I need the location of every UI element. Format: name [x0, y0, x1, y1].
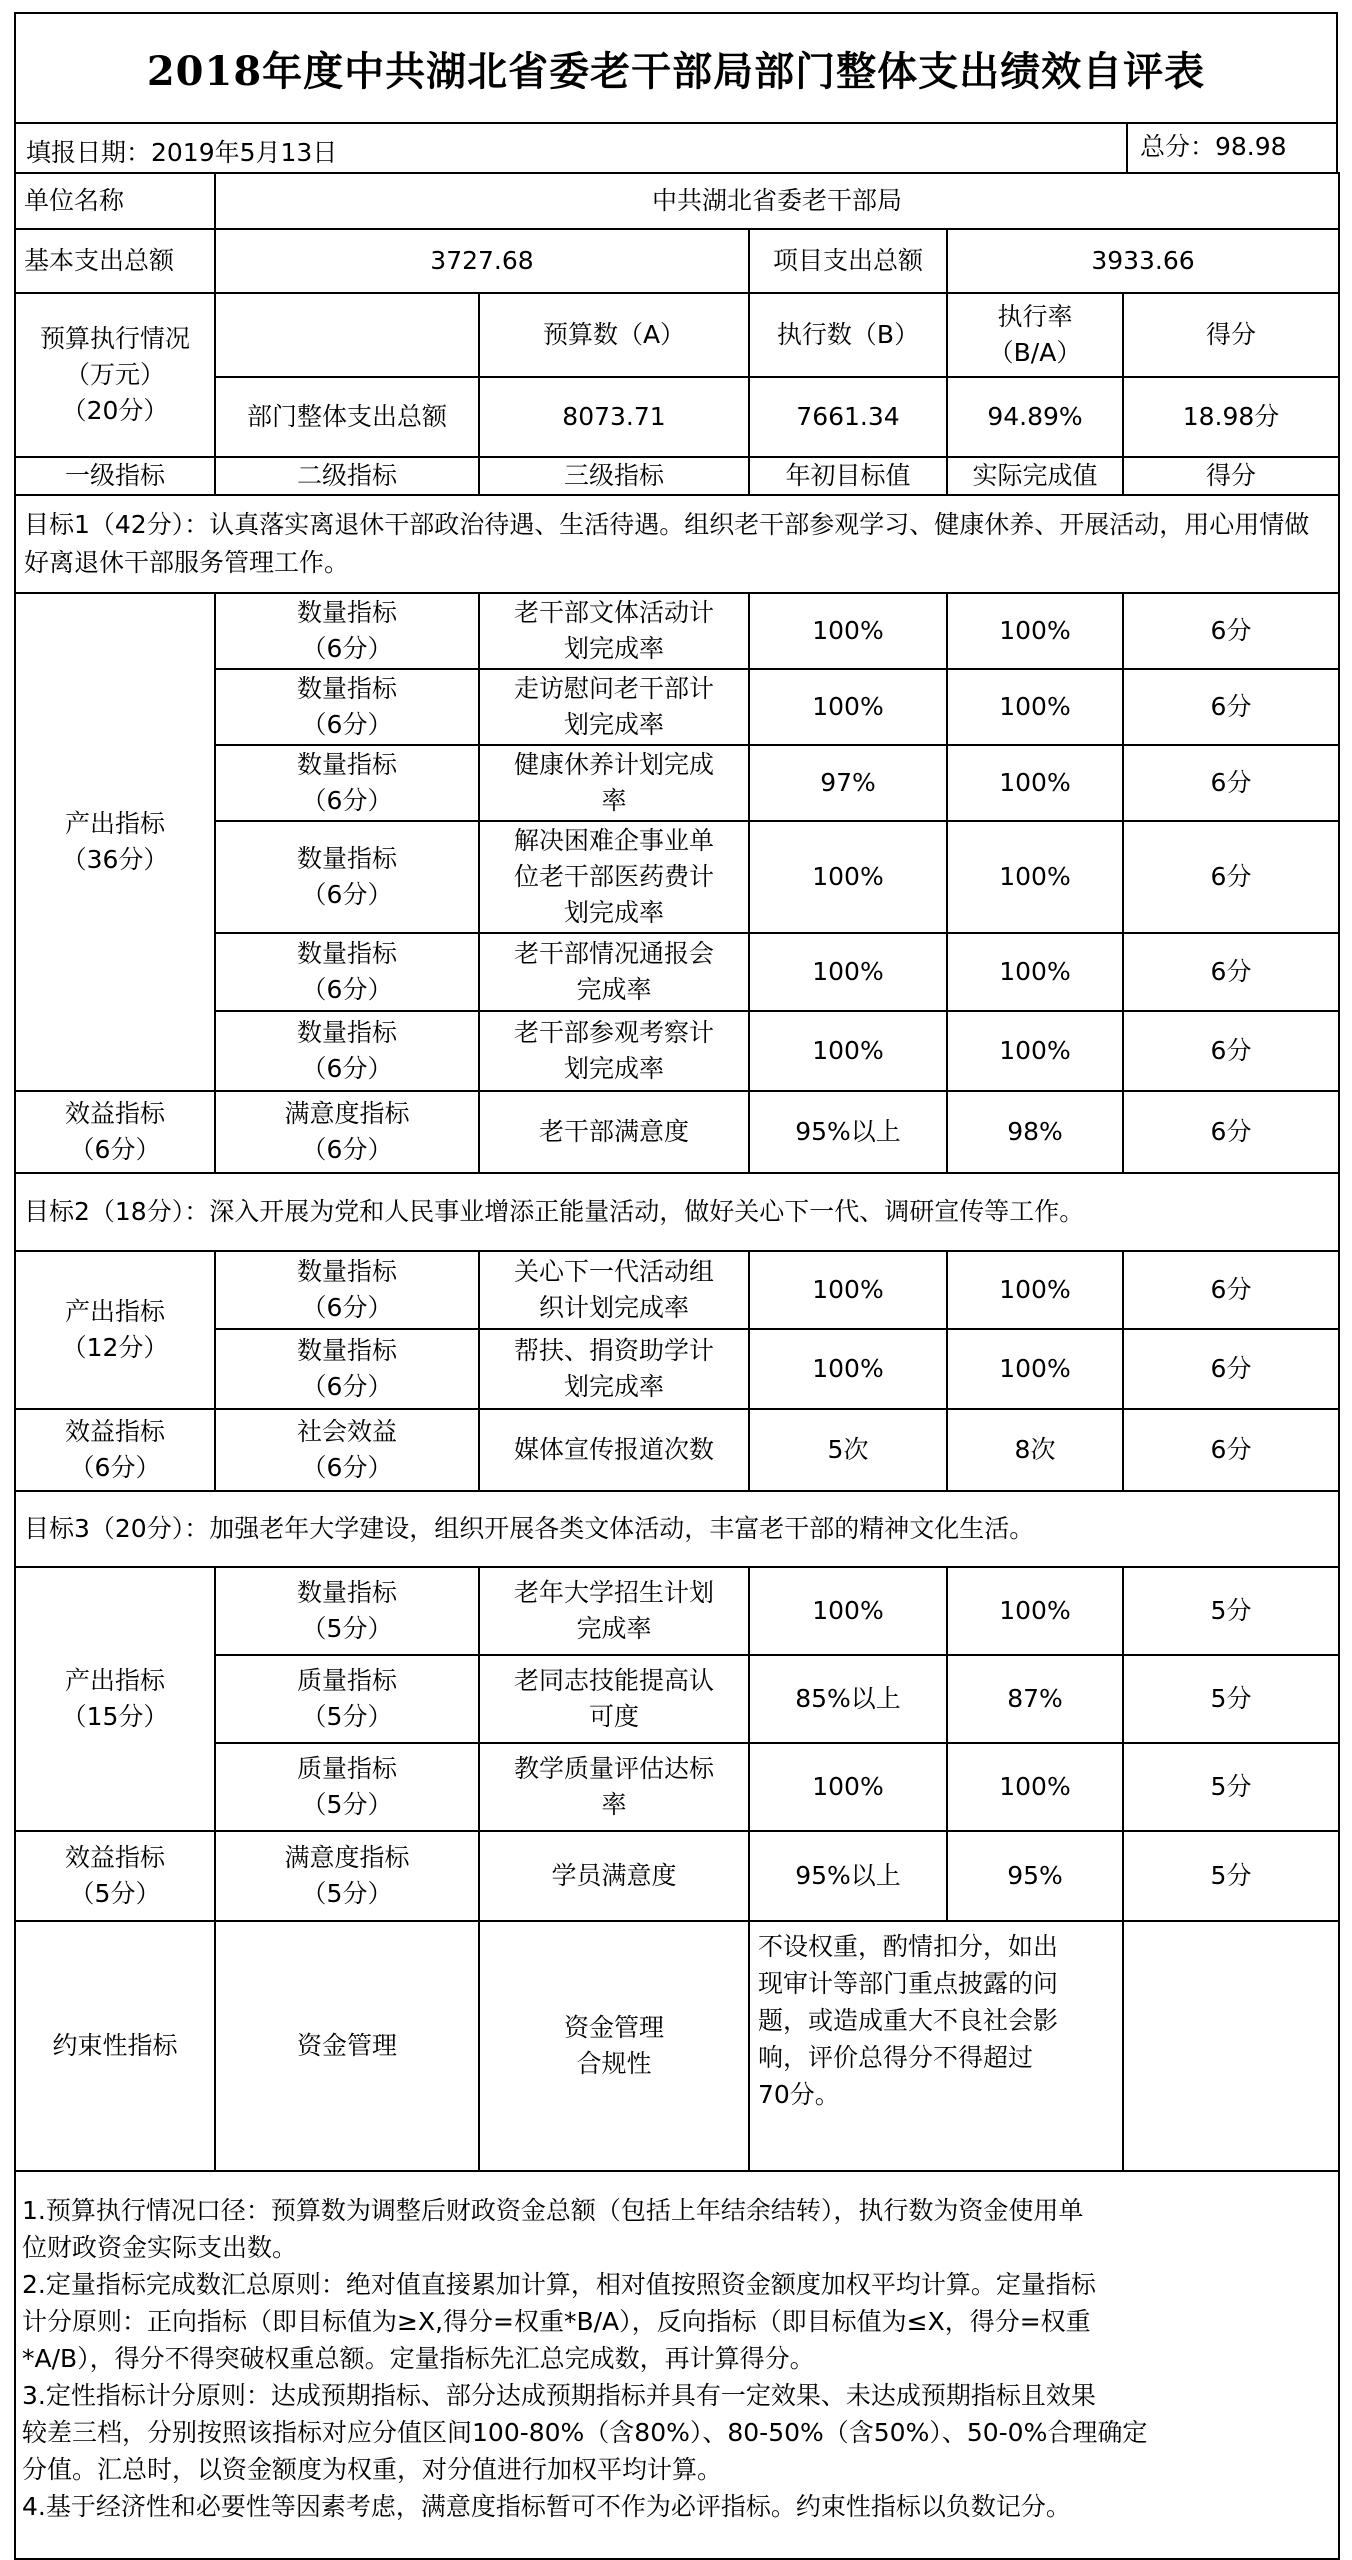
- target-cell: 85%以上: [749, 1655, 947, 1743]
- notes-row: [15, 2171, 1339, 2559]
- target-cell: 100%: [749, 1251, 947, 1329]
- budget-header-a: 预算数（A）: [479, 293, 749, 377]
- project-label: 项目支出总额: [749, 229, 947, 293]
- level3-cell: 关心下一代活动组 织计划完成率: [479, 1251, 749, 1329]
- col-header: 一级指标: [15, 457, 215, 495]
- level3-cell: 解决困难企事业单 位老干部医药费计 划完成率: [479, 821, 749, 933]
- table-row: [15, 1831, 1339, 1921]
- evaluation-table: [14, 172, 1340, 2560]
- table-row: [15, 593, 1339, 669]
- level1-output: 产出指标 （36分）: [15, 593, 215, 1091]
- goal-row: [15, 1491, 1339, 1567]
- notes: [15, 2171, 1339, 2559]
- level3-cell: 老干部文体活动计 划完成率: [479, 593, 749, 669]
- budget-row-label: 部门整体支出总额: [215, 377, 479, 457]
- target-cell: 95%以上: [749, 1091, 947, 1173]
- budget-header-b: 执行数（B）: [749, 293, 947, 377]
- note-line: 位财政资金实际支出数。: [22, 2233, 298, 2262]
- level3-cell: 老干部满意度: [479, 1091, 749, 1173]
- constraint-score: [1123, 1921, 1339, 2171]
- budget-header-rate: 执行率 （B/A）: [947, 293, 1123, 377]
- table-row: [15, 1251, 1339, 1329]
- level3-cell: 帮扶、捐资助学计 划完成率: [479, 1329, 749, 1409]
- target-cell: 100%: [749, 593, 947, 669]
- constraint-level1: 约束性指标: [15, 1921, 215, 2171]
- level2-cell: 社会效益 （6分）: [215, 1409, 479, 1491]
- total-score: 总分：98.98: [1126, 124, 1340, 172]
- goal-row: [15, 495, 1339, 593]
- col-header: 得分: [1123, 457, 1339, 495]
- goal-2: 目标2（18分）：深入开展为党和人民事业增添正能量活动，做好关心下一代、调研宣传等工作。: [15, 1173, 1339, 1251]
- page-title: 2018年度中共湖北省委老干部局部门整体支出绩效自评表: [14, 12, 1338, 122]
- col-header: 三级指标: [479, 457, 749, 495]
- actual-cell: 100%: [947, 821, 1123, 933]
- level2-cell: 质量指标 （5分）: [215, 1743, 479, 1831]
- score-cell: 6分: [1123, 745, 1339, 821]
- score-cell: 5分: [1123, 1655, 1339, 1743]
- unit-value: 中共湖北省委老干部局: [215, 173, 1339, 229]
- score-cell: 6分: [1123, 1011, 1339, 1091]
- budget-empty: [215, 293, 479, 377]
- level2-cell: 数量指标 （6分）: [215, 1011, 479, 1091]
- actual-cell: 100%: [947, 745, 1123, 821]
- level3-cell: 教学质量评估达标 率: [479, 1743, 749, 1831]
- score-cell: 6分: [1123, 1251, 1339, 1329]
- actual-cell: 95%: [947, 1831, 1123, 1921]
- level2-cell: 数量指标 （5分）: [215, 1567, 479, 1655]
- actual-cell: 100%: [947, 1251, 1123, 1329]
- actual-cell: 100%: [947, 1329, 1123, 1409]
- column-header-row: [15, 457, 1339, 495]
- actual-cell: 100%: [947, 669, 1123, 745]
- target-cell: 97%: [749, 745, 947, 821]
- level3-cell: 老干部情况通报会 完成率: [479, 933, 749, 1011]
- level3-cell: 走访慰问老干部计 划完成率: [479, 669, 749, 745]
- table-row: [15, 1409, 1339, 1491]
- project-value: 3933.66: [947, 229, 1339, 293]
- constraint-level2: 资金管理: [215, 1921, 479, 2171]
- level2-cell: 数量指标 （6分）: [215, 821, 479, 933]
- note-line: 计分原则：正向指标（即目标值为≥X,得分=权重*B/A），反向指标（即目标值为≤X，得分=权重: [22, 2307, 1091, 2336]
- actual-cell: 100%: [947, 1743, 1123, 1831]
- target-cell: 100%: [749, 933, 947, 1011]
- budget-b: 7661.34: [749, 377, 947, 457]
- score-cell: 6分: [1123, 593, 1339, 669]
- actual-cell: 8次: [947, 1409, 1123, 1491]
- level3-cell: 学员满意度: [479, 1831, 749, 1921]
- note-line: 1.预算执行情况口径：预算数为调整后财政资金总额（包括上年结余结转），执行数为资金使用单: [22, 2196, 1084, 2225]
- budget-rate: 94.89%: [947, 377, 1123, 457]
- level2-cell: 数量指标 （6分）: [215, 745, 479, 821]
- score-cell: 6分: [1123, 821, 1339, 933]
- level2-cell: 满意度指标 （6分）: [215, 1091, 479, 1173]
- target-cell: 100%: [749, 669, 947, 745]
- target-cell: 100%: [749, 1567, 947, 1655]
- budget-score: 18.98分: [1123, 377, 1339, 457]
- constraint-row: [15, 1921, 1339, 2171]
- target-cell: 100%: [749, 1743, 947, 1831]
- budget-header-row: [15, 293, 1339, 377]
- level2-cell: 满意度指标 （5分）: [215, 1831, 479, 1921]
- table-row: [15, 1567, 1339, 1655]
- actual-cell: 100%: [947, 933, 1123, 1011]
- fill-date: 填报日期：2019年5月13日: [26, 138, 338, 167]
- score-cell: 6分: [1123, 669, 1339, 745]
- level2-cell: 质量指标 （5分）: [215, 1655, 479, 1743]
- note-line: 3.定性指标计分原则：达成预期指标、部分达成预期指标并具有一定效果、未达成预期指标且效果: [22, 2381, 1096, 2410]
- note-line: 分值。汇总时，以资金额度为权重，对分值进行加权平均计算。: [22, 2455, 723, 2484]
- score-cell: 5分: [1123, 1567, 1339, 1655]
- level2-cell: 数量指标 （6分）: [215, 593, 479, 669]
- goal-1: 目标1（42分）：认真落实离退休干部政治待遇、生活待遇。组织老干部参观学习、健康休养、开展活动，用心用情做好离退休干部服务管理工作。: [15, 495, 1339, 593]
- basic-row: [15, 229, 1339, 293]
- note-line: 4.基于经济性和必要性等因素考虑，满意度指标暂可不作为必评指标。约束性指标以负数记分。: [22, 2492, 1071, 2521]
- actual-cell: 98%: [947, 1091, 1123, 1173]
- level1-output: 产出指标 （15分）: [15, 1567, 215, 1831]
- unit-label: 单位名称: [15, 173, 215, 229]
- table-row: [15, 1091, 1339, 1173]
- goal-row: [15, 1173, 1339, 1251]
- budget-header-score: 得分: [1123, 293, 1339, 377]
- unit-row: [15, 173, 1339, 229]
- constraint-description: 不设权重，酌情扣分，如出 现审计等部门重点披露的问 题，或造成重大不良社会影 响，评价总得分不得超过 70分。: [749, 1921, 1123, 2171]
- target-cell: 100%: [749, 1329, 947, 1409]
- info-row: [14, 122, 1338, 172]
- score-cell: 5分: [1123, 1831, 1339, 1921]
- level2-cell: 数量指标 （6分）: [215, 1329, 479, 1409]
- target-cell: 5次: [749, 1409, 947, 1491]
- score-cell: 6分: [1123, 1409, 1339, 1491]
- goal-3: 目标3（20分）：加强老年大学建设，组织开展各类文体活动，丰富老干部的精神文化生活。: [15, 1491, 1339, 1567]
- level1-benefit: 效益指标 （6分）: [15, 1409, 215, 1491]
- score-cell: 5分: [1123, 1743, 1339, 1831]
- actual-cell: 100%: [947, 1011, 1123, 1091]
- level1-output: 产出指标 （12分）: [15, 1251, 215, 1409]
- level3-cell: 老干部参观考察计 划完成率: [479, 1011, 749, 1091]
- note-line: *A/B），得分不得突破权重总额。定量指标先汇总完成数，再计算得分。: [22, 2344, 815, 2373]
- budget-a: 8073.71: [479, 377, 749, 457]
- note-line: 较差三档，分别按照该指标对应分值区间100-80%（含80%）、80-50%（含50%）、50-0%合理确定: [22, 2418, 1148, 2447]
- budget-label: 预算执行情况 （万元） （20分）: [15, 293, 215, 457]
- level3-cell: 老年大学招生计划 完成率: [479, 1567, 749, 1655]
- col-header: 实际完成值: [947, 457, 1123, 495]
- score-cell: 6分: [1123, 1329, 1339, 1409]
- level2-cell: 数量指标 （6分）: [215, 669, 479, 745]
- target-cell: 95%以上: [749, 1831, 947, 1921]
- basic-label: 基本支出总额: [15, 229, 215, 293]
- basic-value: 3727.68: [215, 229, 749, 293]
- level3-cell: 老同志技能提高认 可度: [479, 1655, 749, 1743]
- actual-cell: 100%: [947, 593, 1123, 669]
- level1-benefit: 效益指标 （6分）: [15, 1091, 215, 1173]
- note-line: 2.定量指标完成数汇总原则：绝对值直接累加计算，相对值按照资金额度加权平均计算。定量指标: [22, 2270, 1096, 2299]
- level3-cell: 健康休养计划完成 率: [479, 745, 749, 821]
- level2-cell: 数量指标 （6分）: [215, 1251, 479, 1329]
- actual-cell: 87%: [947, 1655, 1123, 1743]
- actual-cell: 100%: [947, 1567, 1123, 1655]
- level2-cell: 数量指标 （6分）: [215, 933, 479, 1011]
- score-cell: 6分: [1123, 1091, 1339, 1173]
- level3-cell: 媒体宣传报道次数: [479, 1409, 749, 1491]
- col-header: 年初目标值: [749, 457, 947, 495]
- target-cell: 100%: [749, 1011, 947, 1091]
- constraint-level3: 资金管理 合规性: [479, 1921, 749, 2171]
- col-header: 二级指标: [215, 457, 479, 495]
- score-cell: 6分: [1123, 933, 1339, 1011]
- target-cell: 100%: [749, 821, 947, 933]
- level1-benefit: 效益指标 （5分）: [15, 1831, 215, 1921]
